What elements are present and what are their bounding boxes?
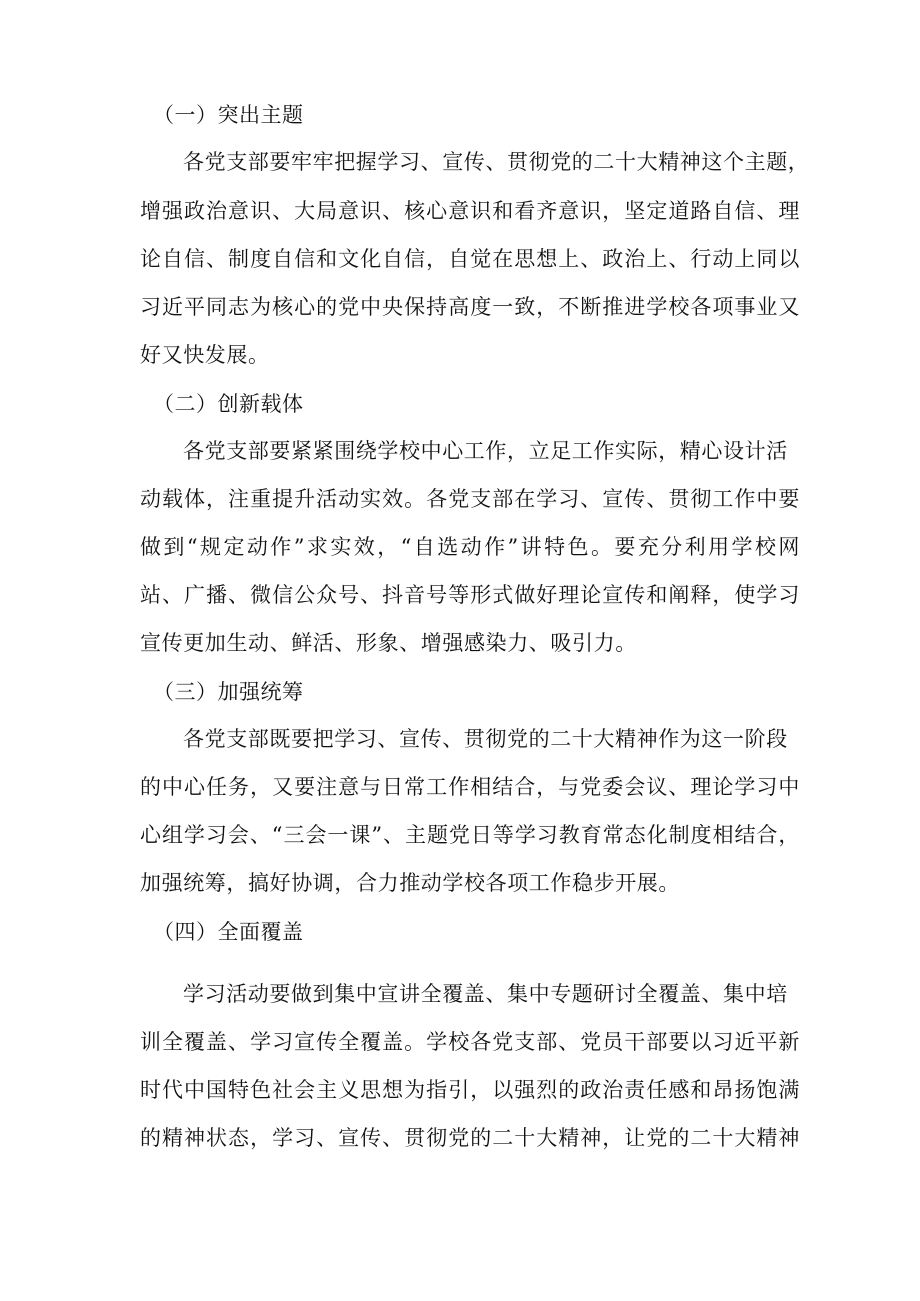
section-heading-3: （三）加强统筹 bbox=[153, 680, 304, 704]
paragraph-line: 宣传更加生动、鲜活、形象、增强感染力、吸引力。 bbox=[140, 631, 637, 655]
paragraph-line: 各党支部要紧紧围绕学校中心工作，立足工作实际，精心设计活 bbox=[183, 439, 788, 463]
paragraph-line: 论自信、制度自信和文化自信，自觉在思想上、政治上、行动上同以 bbox=[140, 247, 800, 271]
paragraph-line: 时代中国特色社会主义思想为指引，以强烈的政治责任感和昂扬饱满 bbox=[140, 1078, 800, 1102]
paragraph-line: 各党支部要牢牢把握学习、宣传、贯彻党的二十大精神这个主题， bbox=[183, 150, 810, 174]
section-heading-2: （二）创新载体 bbox=[153, 392, 304, 416]
paragraph-line: 习近平同志为核心的党中央保持高度一致，不断推进学校各项事业又 bbox=[140, 295, 800, 319]
paragraph-line: 学习活动要做到集中宣讲全覆盖、集中专题研讨全覆盖、集中培 bbox=[183, 982, 788, 1006]
paragraph-line: 增强政治意识、大局意识、核心意识和看齐意识，坚定道路自信、理 bbox=[140, 199, 800, 223]
paragraph-line: 心组学习会、“三会一课”、主题党日等学习教育常态化制度相结合， bbox=[140, 823, 800, 847]
paragraph-line: 各党支部既要把学习、宣传、贯彻党的二十大精神作为这一阶段 bbox=[183, 727, 788, 751]
paragraph-line: 训全覆盖、学习宣传全覆盖。学校各党支部、党员干部要以习近平新 bbox=[140, 1030, 800, 1054]
paragraph-line: 站、广播、微信公众号、抖音号等形式做好理论宣传和阐释，使学习 bbox=[140, 583, 800, 607]
paragraph-line: 的精神状态，学习、宣传、贯彻党的二十大精神，让党的二十大精神 bbox=[140, 1126, 800, 1150]
section-heading-4: （四）全面覆盖 bbox=[153, 920, 304, 944]
section-heading-1: （一）突出主题 bbox=[153, 103, 304, 127]
paragraph-line: 做到“规定动作”求实效，“自选动作”讲特色。要充分利用学校网 bbox=[140, 535, 800, 559]
paragraph-line: 的中心任务，又要注意与日常工作相结合，与党委会议、理论学习中 bbox=[140, 775, 800, 799]
paragraph-line: 好又快发展。 bbox=[140, 343, 270, 367]
paragraph-line: 加强统筹，搞好协调，合力推动学校各项工作稳步开展。 bbox=[140, 871, 680, 895]
paragraph-line: 动载体，注重提升活动实效。各党支部在学习、宣传、贯彻工作中要 bbox=[140, 487, 800, 511]
